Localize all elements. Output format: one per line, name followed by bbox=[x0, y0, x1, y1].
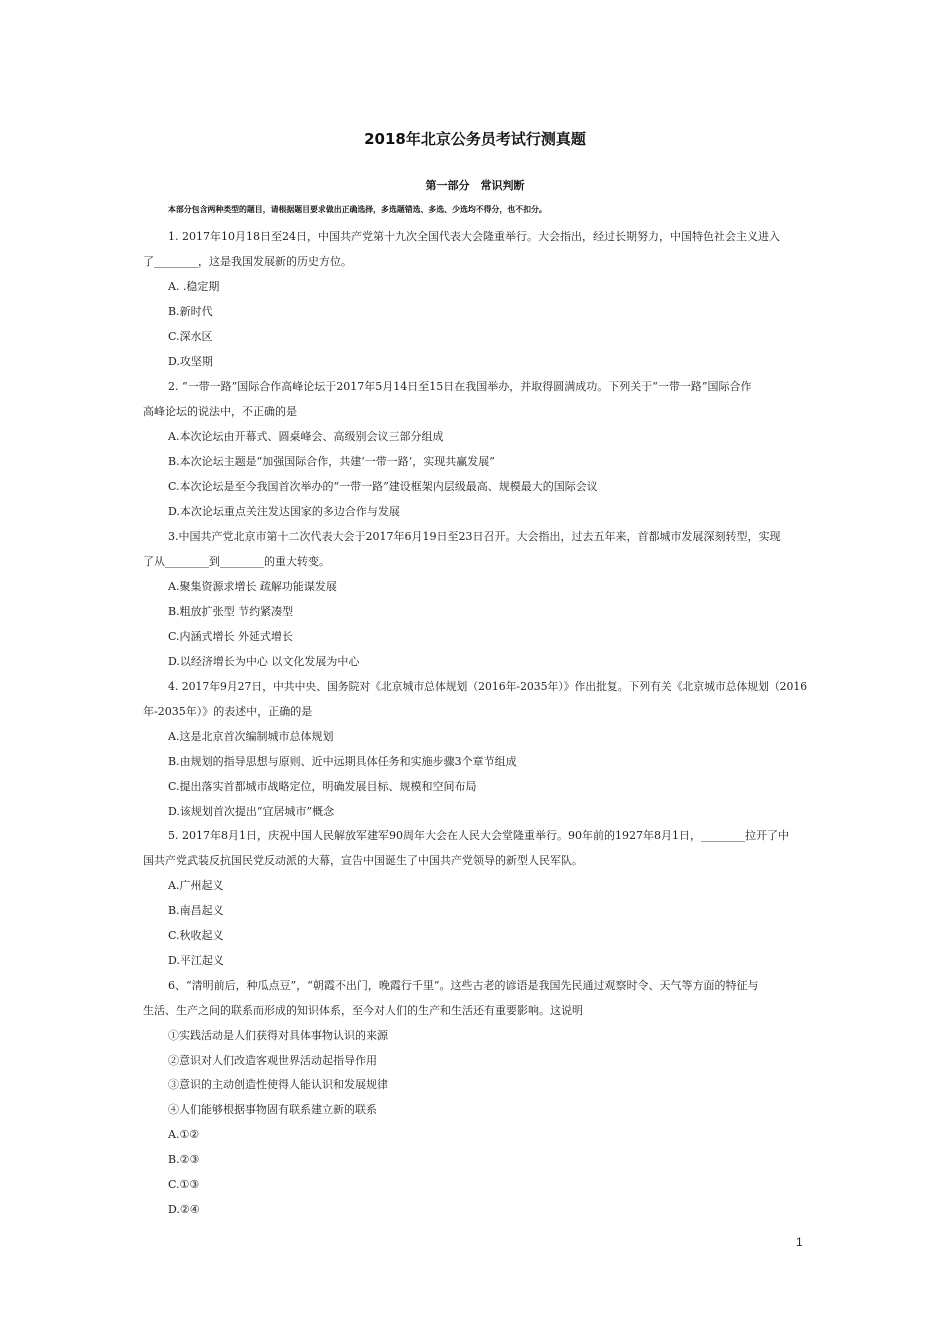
question-4-stem-line-2: 年-2035年）》的表述中，正确的是 bbox=[143, 705, 313, 718]
question-2-option-a: A.本次论坛由开幕式、圆桌峰会、高级别会议三部分组成 bbox=[168, 430, 444, 443]
question-6-option-d: D.②④ bbox=[168, 1203, 200, 1216]
question-1-stem-line-2: 了________，这是我国发展新的历史方位。 bbox=[143, 255, 352, 268]
question-1-stem-line-1: 1. 2017年10月18日至24日，中国共产党第十九次全国代表大会隆重举行。大会指出，经过长期努力，中国特色社会主义进入 bbox=[168, 230, 780, 243]
question-3-option-c: C.内涵式增长 外延式增长 bbox=[168, 630, 294, 643]
question-5-stem-line-2: 国共产党武装反抗国民党反动派的大幕，宣告中国诞生了中国共产党领导的新型人民军队。 bbox=[143, 854, 583, 867]
question-4-option-a: A.这是北京首次编制城市总体规划 bbox=[168, 730, 334, 743]
question-6-stem-line-1: 6、“清明前后，种瓜点豆”，“朝霞不出门，晚霞行千里”。这些古老的谚语是我国先民通过观察时令、天气等方面的特征与 bbox=[168, 979, 759, 992]
question-6-statement-4: ④人们能够根据事物固有联系建立新的联系 bbox=[168, 1103, 377, 1116]
question-5-option-b: B.南昌起义 bbox=[168, 904, 224, 917]
question-1-option-c: C.深水区 bbox=[168, 330, 213, 343]
question-1-option-d: D.攻坚期 bbox=[168, 355, 213, 368]
question-6-option-a: A.①② bbox=[168, 1128, 200, 1141]
question-6-statement-1: ①实践活动是人们获得对具体事物认识的来源 bbox=[168, 1029, 388, 1042]
question-6-statement-3: ③意识的主动创造性使得人能认识和发展规律 bbox=[168, 1078, 388, 1091]
question-3-option-d: D.以经济增长为中心 以文化发展为中心 bbox=[168, 655, 360, 668]
question-2-stem-line-2: 高峰论坛的说法中，不正确的是 bbox=[143, 405, 297, 418]
section-instructions: 本部分包含两种类型的题目，请根据题目要求做出正确选择，多选题错选、多选、少选均不得分，也不扣分。 bbox=[168, 205, 547, 214]
section-heading: 第一部分 常识判断 bbox=[425, 179, 525, 192]
question-6-option-b: B.②③ bbox=[168, 1153, 200, 1166]
question-1-option-b: B.新时代 bbox=[168, 305, 213, 318]
question-5-option-a: A.广州起义 bbox=[168, 879, 224, 892]
question-3-stem-line-2: 了从________到________的重大转变。 bbox=[143, 555, 330, 568]
question-5-stem-line-1: 5. 2017年8月1日，庆祝中国人民解放军建军90周年大会在人民大会堂隆重举行。90年前的1927年8月1日，________拉开了中 bbox=[168, 829, 789, 842]
question-6-statement-2: ②意识对人们改造客观世界活动起指导作用 bbox=[168, 1054, 377, 1067]
question-6-stem-line-2: 生活、生产之间的联系而形成的知识体系，至今对人们的生产和生活还有重要影响。这说明 bbox=[143, 1004, 583, 1017]
question-2-option-c: C.本次论坛是至今我国首次举办的“一带一路”建设框架内层级最高、规模最大的国际会议 bbox=[168, 480, 598, 493]
question-3-stem-line-1: 3.中国共产党北京市第十二次代表大会于2017年6月19日至23日召开。大会指出，过去五年来，首都城市发展深刻转型，实现 bbox=[168, 530, 781, 543]
question-4-stem-line-1: 4. 2017年9月27日，中共中央、国务院对《北京城市总体规划（2016年-2035年）》作出批复。下列有关《北京城市总体规划（2016 bbox=[168, 680, 808, 693]
question-6-option-c: C.①③ bbox=[168, 1178, 200, 1191]
question-4-option-d: D.该规划首次提出“宜居城市”概念 bbox=[168, 805, 335, 818]
question-2-stem-line-1: 2. “一带一路”国际合作高峰论坛于2017年5月14日至15日在我国举办，并取得圆满成功。下列关于“一带一路”国际合作 bbox=[168, 380, 752, 393]
document-title: 2018年北京公务员考试行测真题 bbox=[364, 130, 586, 148]
question-5-option-c: C.秋收起义 bbox=[168, 929, 224, 942]
question-4-option-c: C.提出落实首都城市战略定位，明确发展目标、规模和空间布局 bbox=[168, 780, 477, 793]
page-number: 1 bbox=[796, 1235, 803, 1249]
question-4-option-b: B.由规划的指导思想与原则、近中远期具体任务和实施步骤3个章节组成 bbox=[168, 755, 517, 768]
question-1-option-a: A. .稳定期 bbox=[168, 280, 220, 293]
question-3-option-b: B.粗放扩张型 节约紧凑型 bbox=[168, 605, 294, 618]
question-5-option-d: D.平江起义 bbox=[168, 954, 224, 967]
question-2-option-b: B.本次论坛主题是“加强国际合作，共建‘一带一路’，实现共赢发展” bbox=[168, 455, 495, 468]
question-2-option-d: D.本次论坛重点关注发达国家的多边合作与发展 bbox=[168, 505, 400, 518]
question-3-option-a: A.聚集资源求增长 疏解功能谋发展 bbox=[168, 580, 337, 593]
